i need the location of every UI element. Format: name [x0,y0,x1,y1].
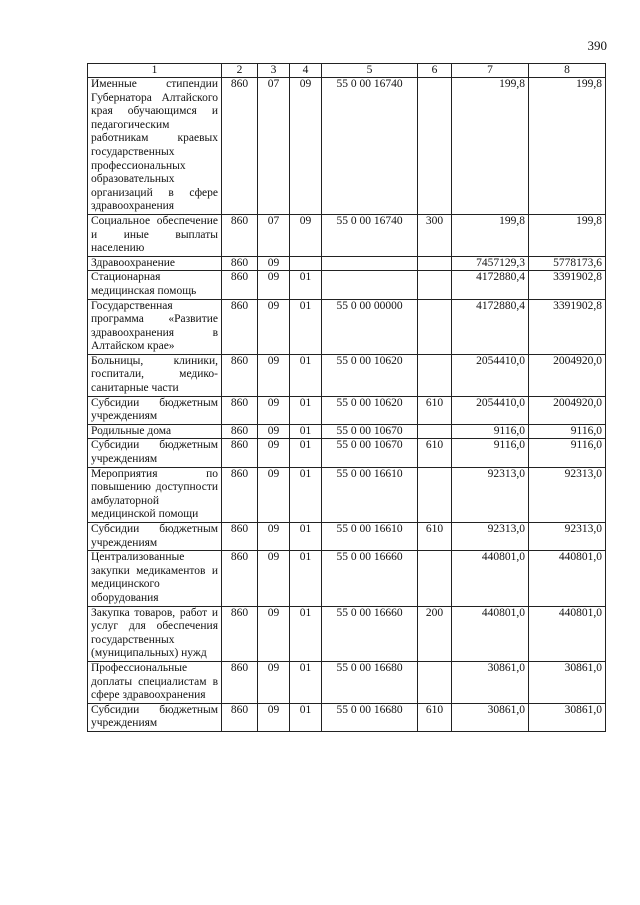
cell-subsection: 09 [290,78,322,215]
column-number-header [88,64,606,78]
cell-ministry: 860 [222,214,258,256]
cell-amount-2: 92313,0 [529,467,606,522]
cell-expense-type: 610 [418,703,452,731]
cell-amount-1: 199,8 [452,78,529,215]
column-header: 7 [452,64,529,78]
cell-amount-1: 92313,0 [452,523,529,551]
column-header: 5 [322,64,418,78]
cell-subsection: 01 [290,551,322,606]
column-header: 4 [290,64,322,78]
row-name: Здравоохранение [88,256,222,271]
cell-amount-1: 30861,0 [452,661,529,703]
row-name: Профессиональные доплаты специалистам в сфере здравоохранения [88,661,222,703]
cell-target-article: 55 0 00 00000 [322,299,418,354]
cell-expense-type: 610 [418,523,452,551]
cell-amount-1: 92313,0 [452,467,529,522]
table-row [88,703,606,731]
cell-amount-2: 2004920,0 [529,354,606,396]
table-row [88,214,606,256]
cell-amount-2: 9116,0 [529,424,606,439]
cell-ministry: 860 [222,523,258,551]
cell-target-article: 55 0 00 10670 [322,424,418,439]
cell-amount-2: 30861,0 [529,661,606,703]
row-name: Закупка товаров, работ и услуг для обеспечения государственных (муниципальных) нужд [88,606,222,661]
cell-section: 09 [258,424,290,439]
cell-amount-2: 92313,0 [529,523,606,551]
table-row [88,424,606,439]
cell-amount-2: 30861,0 [529,703,606,731]
cell-ministry: 860 [222,354,258,396]
cell-section: 07 [258,214,290,256]
row-name: Родильные дома [88,424,222,439]
cell-subsection: 01 [290,523,322,551]
row-name: Субсидии бюджетным учреждениям [88,396,222,424]
cell-amount-2: 5778173,6 [529,256,606,271]
cell-subsection: 01 [290,439,322,467]
cell-ministry: 860 [222,551,258,606]
table-row [88,439,606,467]
cell-ministry: 860 [222,396,258,424]
cell-target-article: 55 0 00 16660 [322,606,418,661]
cell-subsection: 01 [290,703,322,731]
cell-amount-2: 9116,0 [529,439,606,467]
table-row [88,78,606,215]
column-header: 8 [529,64,606,78]
cell-amount-1: 4172880,4 [452,299,529,354]
cell-subsection [290,256,322,271]
table-row [88,523,606,551]
cell-amount-2: 3391902,8 [529,271,606,299]
cell-ministry: 860 [222,606,258,661]
cell-ministry: 860 [222,424,258,439]
cell-target-article: 55 0 00 16740 [322,78,418,215]
cell-subsection: 01 [290,271,322,299]
row-name: Субсидии бюджетным учреждениям [88,523,222,551]
row-name: Централизованные закупки медикаментов и медицинского оборудования [88,551,222,606]
cell-amount-1: 2054410,0 [452,396,529,424]
cell-expense-type [418,78,452,215]
cell-expense-type: 610 [418,396,452,424]
cell-expense-type [418,661,452,703]
cell-section: 09 [258,523,290,551]
cell-section: 09 [258,256,290,271]
table-row [88,299,606,354]
cell-target-article: 55 0 00 10620 [322,354,418,396]
cell-subsection: 01 [290,661,322,703]
cell-amount-1: 7457129,3 [452,256,529,271]
cell-subsection: 01 [290,396,322,424]
cell-ministry: 860 [222,78,258,215]
row-name: Больницы, клиники, госпитали, медико-санитарные части [88,354,222,396]
cell-expense-type [418,271,452,299]
cell-expense-type [418,299,452,354]
row-name: Мероприятия по повышению доступности амбулаторной медицинской помощи [88,467,222,522]
cell-amount-1: 440801,0 [452,551,529,606]
cell-expense-type [418,467,452,522]
row-name: Субсидии бюджетным учреждениям [88,703,222,731]
cell-target-article: 55 0 00 10620 [322,396,418,424]
cell-section: 09 [258,354,290,396]
cell-target-article: 55 0 00 16660 [322,551,418,606]
column-header: 1 [88,64,222,78]
cell-target-article: 55 0 00 16740 [322,214,418,256]
row-name: Социальное обеспечение и иные выплаты населению [88,214,222,256]
table-row [88,256,606,271]
cell-ministry: 860 [222,256,258,271]
cell-ministry: 860 [222,703,258,731]
row-name: Субсидии бюджетным учреждениям [88,439,222,467]
cell-target-article [322,256,418,271]
table-row [88,354,606,396]
cell-ministry: 860 [222,299,258,354]
table-row [88,467,606,522]
cell-target-article: 55 0 00 10670 [322,439,418,467]
cell-ministry: 860 [222,661,258,703]
cell-ministry: 860 [222,467,258,522]
cell-target-article [322,271,418,299]
cell-target-article: 55 0 00 16680 [322,661,418,703]
cell-expense-type: 300 [418,214,452,256]
cell-section: 09 [258,271,290,299]
cell-amount-1: 199,8 [452,214,529,256]
cell-target-article: 55 0 00 16610 [322,523,418,551]
cell-section: 09 [258,661,290,703]
cell-expense-type [418,354,452,396]
column-header: 3 [258,64,290,78]
cell-amount-1: 30861,0 [452,703,529,731]
cell-amount-1: 440801,0 [452,606,529,661]
table-row [88,606,606,661]
cell-subsection: 01 [290,299,322,354]
cell-expense-type [418,551,452,606]
cell-subsection: 01 [290,467,322,522]
cell-target-article: 55 0 00 16680 [322,703,418,731]
cell-ministry: 860 [222,271,258,299]
cell-amount-2: 3391902,8 [529,299,606,354]
cell-section: 09 [258,439,290,467]
cell-subsection: 01 [290,354,322,396]
cell-ministry: 860 [222,439,258,467]
cell-section: 09 [258,299,290,354]
cell-section: 09 [258,551,290,606]
cell-amount-1: 2054410,0 [452,354,529,396]
cell-section: 09 [258,606,290,661]
table-row [88,551,606,606]
cell-amount-2: 440801,0 [529,606,606,661]
cell-section: 07 [258,78,290,215]
cell-section: 09 [258,467,290,522]
table-row [88,661,606,703]
cell-target-article: 55 0 00 16610 [322,467,418,522]
cell-subsection: 01 [290,424,322,439]
cell-amount-1: 9116,0 [452,424,529,439]
cell-amount-2: 199,8 [529,214,606,256]
cell-subsection: 09 [290,214,322,256]
cell-amount-1: 4172880,4 [452,271,529,299]
cell-section: 09 [258,703,290,731]
column-header: 2 [222,64,258,78]
cell-amount-2: 199,8 [529,78,606,215]
cell-expense-type [418,424,452,439]
cell-expense-type [418,256,452,271]
table-row [88,271,606,299]
row-name: Стационарная медицинская помощь [88,271,222,299]
cell-expense-type: 200 [418,606,452,661]
cell-expense-type: 610 [418,439,452,467]
row-name: Именные стипендии Губернатора Алтайского края обучающимся и педагогическим работникам краевых государственных профессиональных образовательных организаций в сфере здравоохранения [88,78,222,215]
budget-table [87,63,606,732]
cell-section: 09 [258,396,290,424]
column-header: 6 [418,64,452,78]
row-name: Государственная программа «Развитие здравоохранения в Алтайском крае» [88,299,222,354]
cell-amount-1: 9116,0 [452,439,529,467]
cell-amount-2: 2004920,0 [529,396,606,424]
table-row [88,396,606,424]
cell-subsection: 01 [290,606,322,661]
cell-amount-2: 440801,0 [529,551,606,606]
page-number: 390 [587,38,607,53]
